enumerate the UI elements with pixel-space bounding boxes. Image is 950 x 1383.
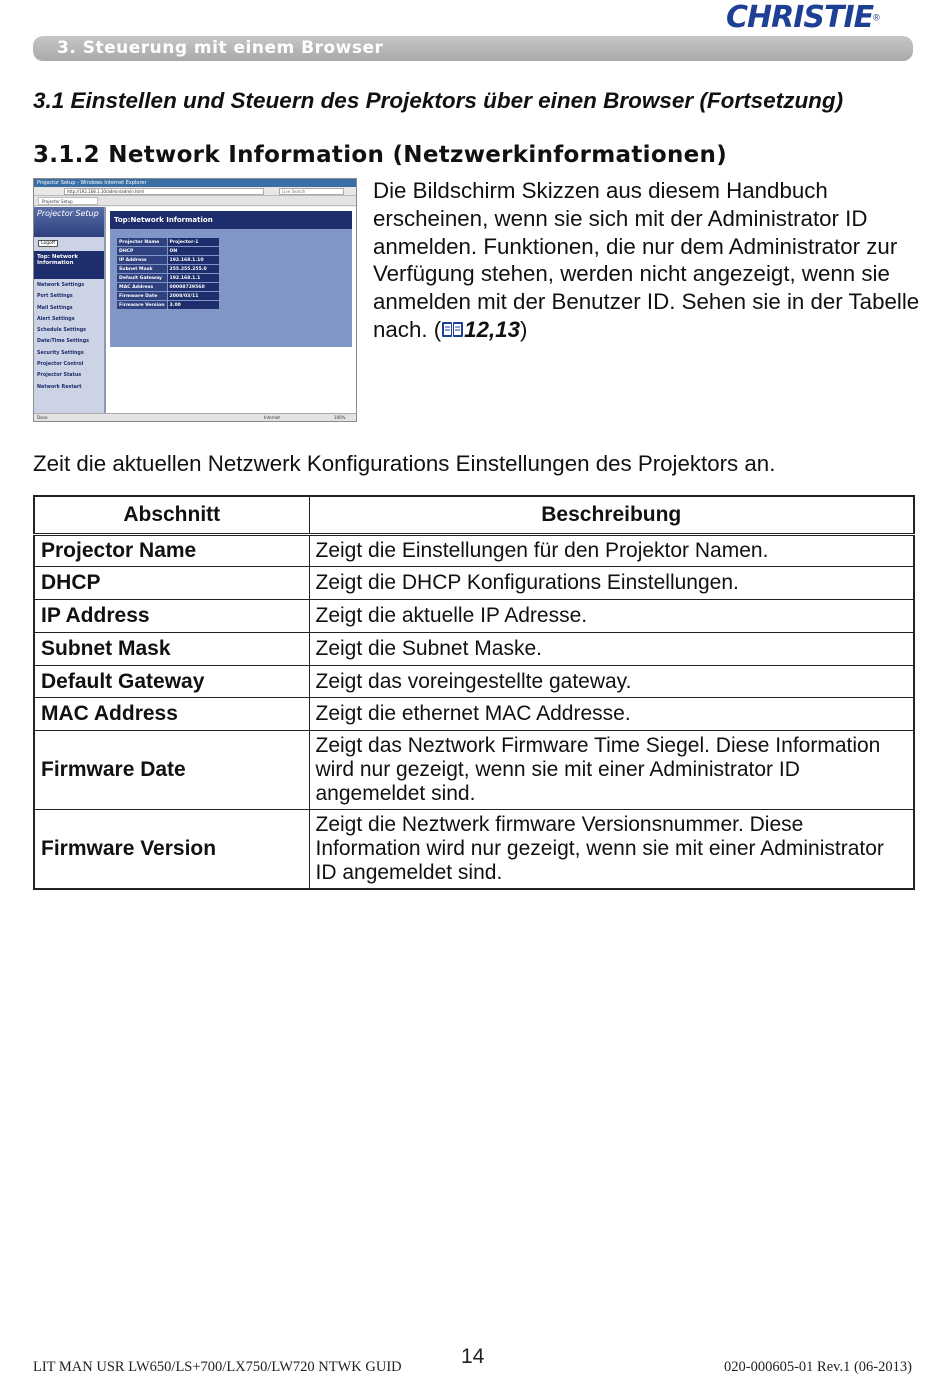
tab-bar xyxy=(34,196,356,206)
sidebar-active-item: Top: Network Information xyxy=(34,251,104,279)
row-description: Zeigt die aktuelle IP Adresse. xyxy=(309,600,914,633)
table-row xyxy=(34,698,914,731)
web-content xyxy=(34,207,356,413)
table-row xyxy=(34,567,914,600)
book-icon xyxy=(441,320,464,339)
table-row xyxy=(117,274,220,283)
info-value: 2008/03/11 xyxy=(167,292,219,301)
table-row xyxy=(117,256,220,265)
subsection-heading: 3.1.2 Network Information (Netzwerkinformationen) xyxy=(33,142,728,168)
logoff-button: Logoff xyxy=(38,240,58,247)
row-item: Default Gateway xyxy=(34,665,309,698)
info-key: Subnet Mask xyxy=(117,265,168,274)
row-description: Zeigt die ethernet MAC Addresse. xyxy=(309,698,914,731)
status-bar xyxy=(34,413,356,421)
status-text: Done xyxy=(37,415,48,420)
intro-paragraph xyxy=(373,177,923,344)
info-value: 3.00 xyxy=(167,301,219,310)
sidebar-item: Schedule Settings xyxy=(37,328,87,334)
info-key: Firmware Date xyxy=(117,292,168,301)
column-header-item: Abschnitt xyxy=(34,496,309,534)
network-info-table xyxy=(33,495,915,890)
table-row xyxy=(34,600,914,633)
info-key: DHCP xyxy=(117,247,168,256)
page-reference-link[interactable]: 12,13 xyxy=(464,316,520,342)
info-key: MAC Address xyxy=(117,283,168,292)
screenshot-page-title: Top:Network Information xyxy=(110,211,352,229)
address-field: http://192.168.1.10/admin/admin.html xyxy=(64,188,264,195)
row-item: Firmware Version xyxy=(34,810,309,890)
row-description: Zeigt das Neztwork Firmware Time Siegel. Diese Information wird nur gezeigt, wenn sie mit einer Administrator ID angemeldet sind. xyxy=(309,731,914,810)
row-item: Firmware Date xyxy=(34,731,309,810)
table-row xyxy=(34,632,914,665)
browser-screenshot xyxy=(33,178,357,422)
column-header-description: Beschreibung xyxy=(309,496,914,534)
screenshot-info-table xyxy=(116,237,220,310)
section-header-bar: 3. Steuerung mit einem Browser xyxy=(33,36,913,61)
table-lead-text: Zeit die aktuellen Netzwerk Konfigurations Einstellungen des Projektors an. xyxy=(33,451,776,476)
status-zoom: 100% xyxy=(334,415,346,420)
table-row xyxy=(117,283,220,292)
row-description: Zeigt das voreingestellte gateway. xyxy=(309,665,914,698)
footer-document-id: LIT MAN USR LW650/LS+700/LX750/LW720 NTWK GUID xyxy=(33,1359,402,1375)
row-description: Zeigt die Neztwerk firmware Versionsnummer. Diese Information wird nur gezeigt, wenn sie mit einer Administrator ID angemeldet sind. xyxy=(309,810,914,890)
screenshot-sidebar xyxy=(34,207,106,413)
info-key: Firmware Version xyxy=(117,301,168,310)
christie-logo xyxy=(726,0,916,34)
sidebar-menu xyxy=(34,283,104,396)
table-row xyxy=(117,265,220,274)
table-row xyxy=(117,301,220,310)
info-value: Projector-1 xyxy=(167,238,219,247)
sidebar-item: Network Restart xyxy=(37,384,82,390)
address-bar xyxy=(34,187,356,196)
table-row xyxy=(117,247,220,256)
table-row xyxy=(34,810,914,890)
row-item: IP Address xyxy=(34,600,309,633)
footer-revision: 020-000605-01 Rev.1 (06-2013) xyxy=(724,1359,912,1375)
sidebar-item: Port Settings xyxy=(37,294,73,300)
status-zone: Internet xyxy=(264,415,280,420)
info-value: 192.168.1.10 xyxy=(167,256,219,265)
row-item: Subnet Mask xyxy=(34,632,309,665)
info-key: Projector Name xyxy=(117,238,168,247)
sidebar-title: Projector Setup xyxy=(34,207,104,237)
sidebar-item: Network Settings xyxy=(37,283,85,288)
sidebar-item: Security Settings xyxy=(37,350,84,356)
info-value: 192.168.1.1 xyxy=(167,274,219,283)
row-description: Zeigt die DHCP Konfigurations Einstellungen. xyxy=(309,567,914,600)
table-row xyxy=(34,665,914,698)
table-header-row xyxy=(34,496,914,534)
sidebar-item: Projector Control xyxy=(37,362,84,368)
intro-close: ) xyxy=(519,316,528,342)
table-row xyxy=(34,534,914,567)
table-row xyxy=(117,238,220,247)
table-row xyxy=(117,292,220,301)
info-key: IP Address xyxy=(117,256,168,265)
window-title: Projector Setup - Windows Internet Explorer xyxy=(34,179,356,187)
row-description: Zeigt die Einstellungen für den Projektor Namen. xyxy=(309,534,914,567)
sidebar-item: Mail Settings xyxy=(37,305,73,311)
info-value: 00008729560 xyxy=(167,283,219,292)
row-item: Projector Name xyxy=(34,534,309,567)
sidebar-item: Alert Settings xyxy=(37,316,75,322)
page-number: 14 xyxy=(461,1345,485,1368)
screenshot-info-panel xyxy=(110,229,352,347)
browser-tab: Projector Setup xyxy=(38,197,98,205)
row-item: DHCP xyxy=(34,567,309,600)
table-row xyxy=(34,731,914,810)
search-field: Live Search xyxy=(279,188,344,195)
info-key: Default Gateway xyxy=(117,274,168,283)
info-value: ON xyxy=(167,247,219,256)
brand-name: CHRISTIE xyxy=(726,0,874,35)
row-item: MAC Address xyxy=(34,698,309,731)
intro-text: Die Bildschirm Skizzen aus diesem Handbuch erscheinen, wenn sie sich mit der Administrator ID anmelden. Funktionen, die nur dem Administrator zur Verfügung stehen, werden nicht angezeigt, wenn sie anmelden mit der Benutzer ID. Sehen sie in der Tabelle nach. ( xyxy=(373,178,920,342)
info-value: 255.255.255.0 xyxy=(167,265,219,274)
registered-mark: ® xyxy=(873,12,880,23)
page-heading: 3.1 Einstellen und Steuern des Projektors über einen Browser (Fortsetzung) xyxy=(33,88,844,113)
sidebar-item: Projector Status xyxy=(37,373,82,379)
sidebar-item: Date/Time Settings xyxy=(37,339,89,345)
row-description: Zeigt die Subnet Maske. xyxy=(309,632,914,665)
